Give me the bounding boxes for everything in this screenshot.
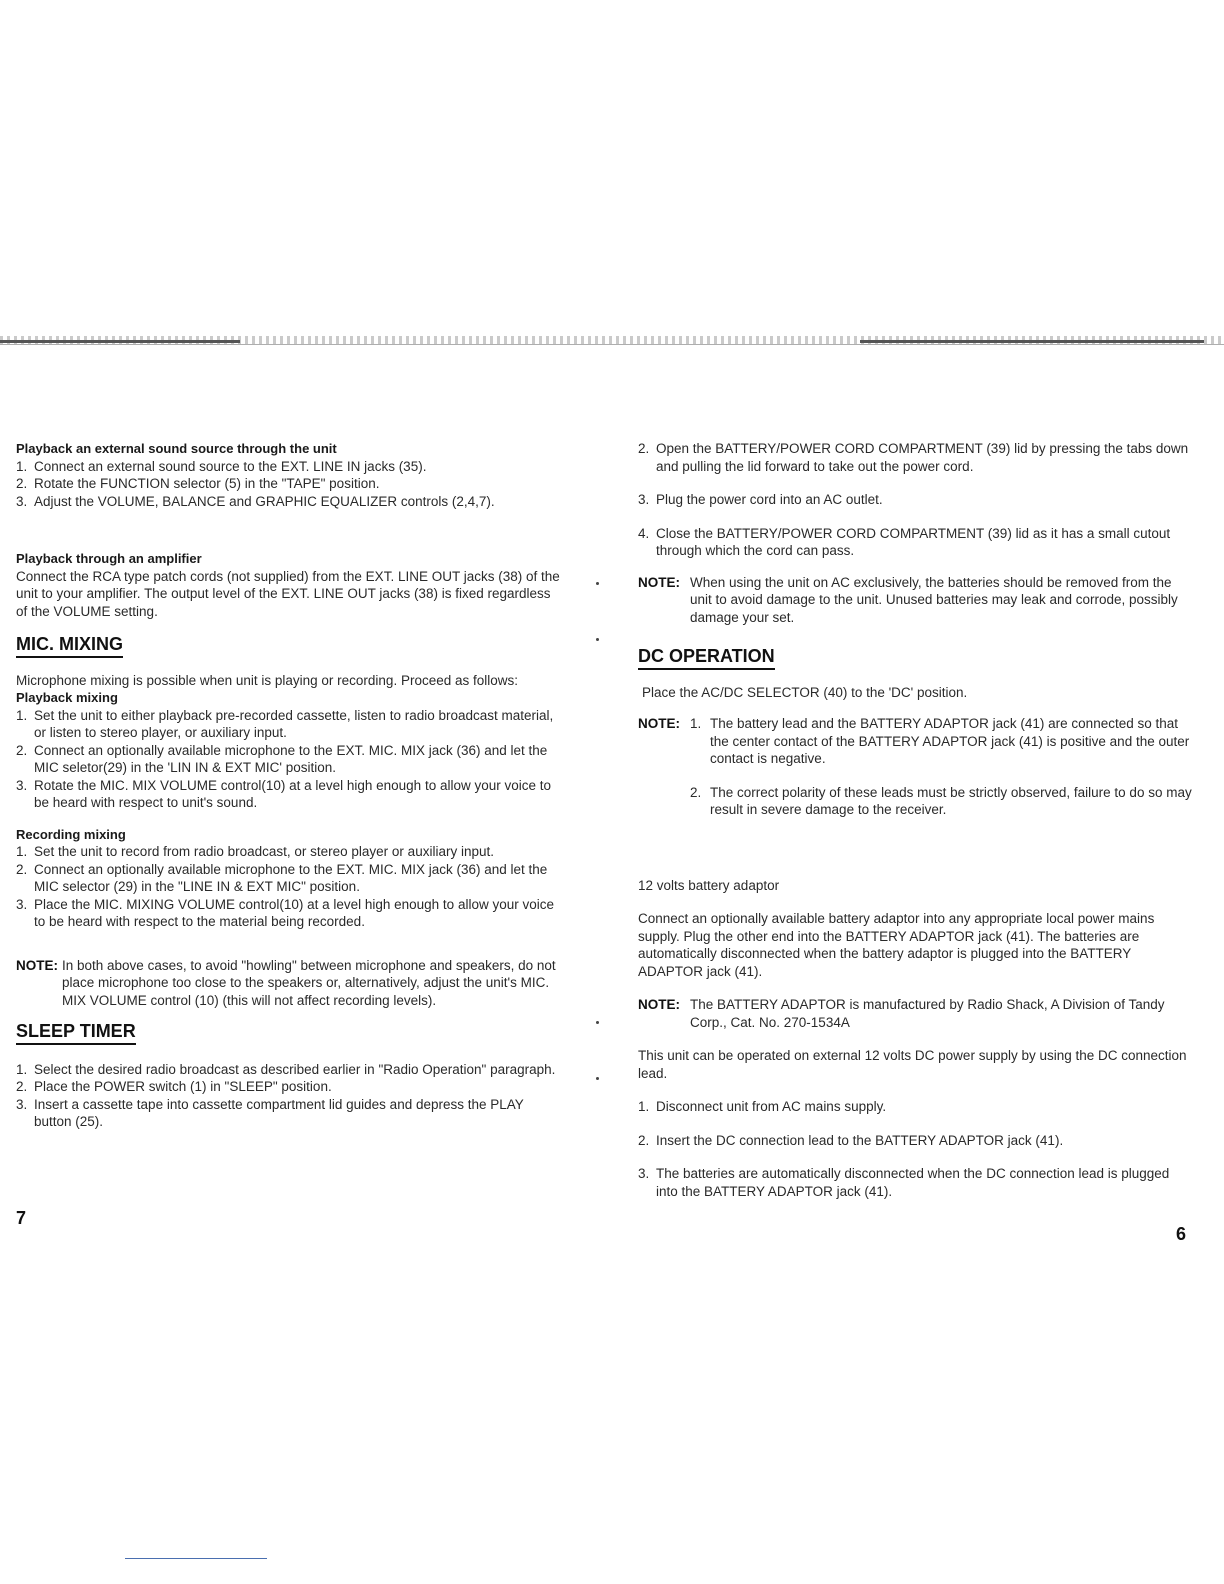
dc-operation-note [638, 715, 1194, 819]
scan-edge-mark [860, 340, 1204, 343]
scan-speck [596, 1077, 599, 1080]
subheading-recording-mixing: Recording mixing [16, 826, 126, 842]
subheading-playback-external: Playback an external sound source through the unit [16, 441, 337, 456]
scan-edge-mark [0, 340, 240, 343]
playback-amplifier-text: Connect the RCA type patch cords (not supplied) from the EXT. LINE OUT jacks (38) of the unit to your amplifier. The output level of the EXT. LINE OUT jacks (38) is fixed regardless of the VOLUME setting. [16, 568, 560, 619]
list-item: 1. The battery lead and the BATTERY ADAPTOR jack (41) are connected so that the center contact of the BATTERY ADAPTOR jack (41) is positive and the outer contact is negative. [690, 716, 1190, 766]
heading-dc-operation: DC OPERATION [638, 648, 775, 670]
footer-rule [125, 1558, 267, 1559]
list-item: 1. Disconnect unit from AC mains supply. [638, 1099, 887, 1114]
list-item: 1. Set the unit to record from radio broadcast, or stereo player or auxiliary input. [16, 844, 494, 859]
section-dc-operation [638, 648, 1194, 819]
section-mic-mixing [16, 636, 564, 1009]
list-item: 2. Insert the DC connection lead to the BATTERY ADAPTOR jack (41). [638, 1132, 1064, 1148]
right-page [638, 440, 1194, 1216]
playback-external-steps [16, 458, 564, 511]
list-item: 2. Connect an optionally available microphone to the EXT. MIC. MIX jack (36) and let the MIC seletor(29) in the 'LIN IN & EXT MIC' position. [16, 742, 548, 775]
note-text: The BATTERY ADAPTOR is manufactured by Radio Shack, A Division of Tandy Corp., Cat. No. 270-1534A [690, 997, 1165, 1030]
list-item: 3. Adjust the VOLUME, BALANCE and GRAPHIC EQUALIZER controls (2,4,7). [16, 493, 495, 509]
section-playback-amplifier [16, 550, 564, 620]
note-label: NOTE: [638, 574, 680, 590]
dc-connection-steps [638, 1098, 1194, 1200]
ac-operation-steps [638, 440, 1194, 560]
subheading-playback-amplifier: Playback through an amplifier [16, 551, 202, 566]
list-item: 3. Plug the power cord into an AC outlet. [638, 492, 883, 507]
note-label: NOTE: [638, 716, 680, 731]
scan-speck [596, 638, 599, 641]
list-item: 3. Place the MIC. MIXING VOLUME control(10) at a level high enough to allow your voice to be heard with respect to the material being recorded. [16, 896, 554, 929]
note-label: NOTE: [638, 997, 680, 1012]
subheading-playback-mixing: Playback mixing [16, 690, 118, 705]
heading-mic-mixing: MIC. MIXING [16, 636, 123, 658]
sleep-timer-steps [16, 1061, 564, 1131]
scan-speck [596, 582, 599, 585]
section-sleep-timer [16, 1023, 564, 1131]
ac-note [638, 574, 1194, 627]
list-item: 3. Insert a cassette tape into cassette compartment lid guides and depress the PLAY button (25). [16, 1096, 524, 1129]
playback-mixing-steps [16, 707, 564, 812]
list-item: 3. The batteries are automatically disconnected when the DC connection lead is plugged into the BATTERY ADAPTOR jack (41). [638, 1166, 1170, 1199]
list-item: 1. Connect an external sound source to the EXT. LINE IN jacks (35). [16, 458, 427, 474]
dc-supply-text: This unit can be operated on external 12 volts DC power supply by using the DC connection lead. [638, 1048, 1187, 1081]
recording-mixing-steps [16, 843, 564, 931]
list-item: 1. Select the desired radio broadcast as described earlier in "Radio Operation" paragraph. [16, 1061, 556, 1077]
list-item: 2. Rotate the FUNCTION selector (5) in the "TAPE" position. [16, 476, 380, 491]
list-item: 2. Place the POWER switch (1) in "SLEEP" position. [16, 1079, 332, 1094]
battery-adaptor-text: Connect an optionally available battery adaptor into any appropriate local power mains supply. Plug the other end into the BATTERY ADAPTOR jack (41). The batteries are automatically disconnected when the battery adaptor is plugged into the BATTERY ADAPTOR jack (41). [638, 911, 1155, 979]
page-number-right: 6 [1176, 1224, 1187, 1244]
note-text: In both above cases, to avoid "howling" between microphone and speakers, do not place microphone too close to the speakers or, alternatively, adjust the unit's MIC. MIX VOLUME control (10) (this will not affect recording levels). [62, 957, 556, 1008]
list-item: 2. The correct polarity of these leads must be strictly observed, failure to do so may result in severe damage to the receiver. [690, 784, 1192, 817]
list-item: 1. Set the unit to either playback pre-recorded cassette, listen to radio broadcast material, or listen to stereo player, or auxiliary input. [16, 707, 554, 740]
left-page [16, 440, 564, 1131]
list-item: 2. Connect an optionally available microphone to the EXT. MIC. MIX jack (36) and let the MIC selector (29) in the "LINE IN & EXT MIC" position. [16, 861, 548, 894]
section-battery-adaptor [638, 877, 1194, 1201]
note-label: NOTE: [16, 957, 58, 973]
dc-note-items [690, 715, 1194, 819]
heading-sleep-timer: SLEEP TIMER [16, 1023, 136, 1045]
mic-mixing-note [16, 957, 564, 1010]
battery-adaptor-note [638, 996, 1194, 1031]
scan-speck [596, 1021, 599, 1024]
list-item: 2. Open the BATTERY/POWER CORD COMPARTMENT (39) lid by pressing the tabs down and pulling the lid forward to take out the power cord. [638, 441, 1189, 474]
dc-operation-intro: Place the AC/DC SELECTOR (40) to the 'DC' position. [642, 684, 968, 700]
note-text: When using the unit on AC exclusively, the batteries should be removed from the unit to avoid damage to the unit. Unused batteries may leak and corrode, possibly damage your set. [690, 574, 1178, 625]
page-number-left: 7 [16, 1208, 27, 1228]
list-item: 4. Close the BATTERY/POWER CORD COMPARTMENT (39) lid as it has a small cutout through which the cord can pass. [638, 525, 1171, 558]
section-playback-external [16, 440, 564, 510]
mic-mixing-intro: Microphone mixing is possible when unit is playing or recording. Proceed as follows: [16, 672, 518, 688]
subheading-battery-adaptor: 12 volts battery adaptor [638, 877, 780, 893]
list-item: 3. Rotate the MIC. MIX VOLUME control(10) at a level high enough to allow your voice to be heard with respect to unit's sound. [16, 777, 552, 810]
